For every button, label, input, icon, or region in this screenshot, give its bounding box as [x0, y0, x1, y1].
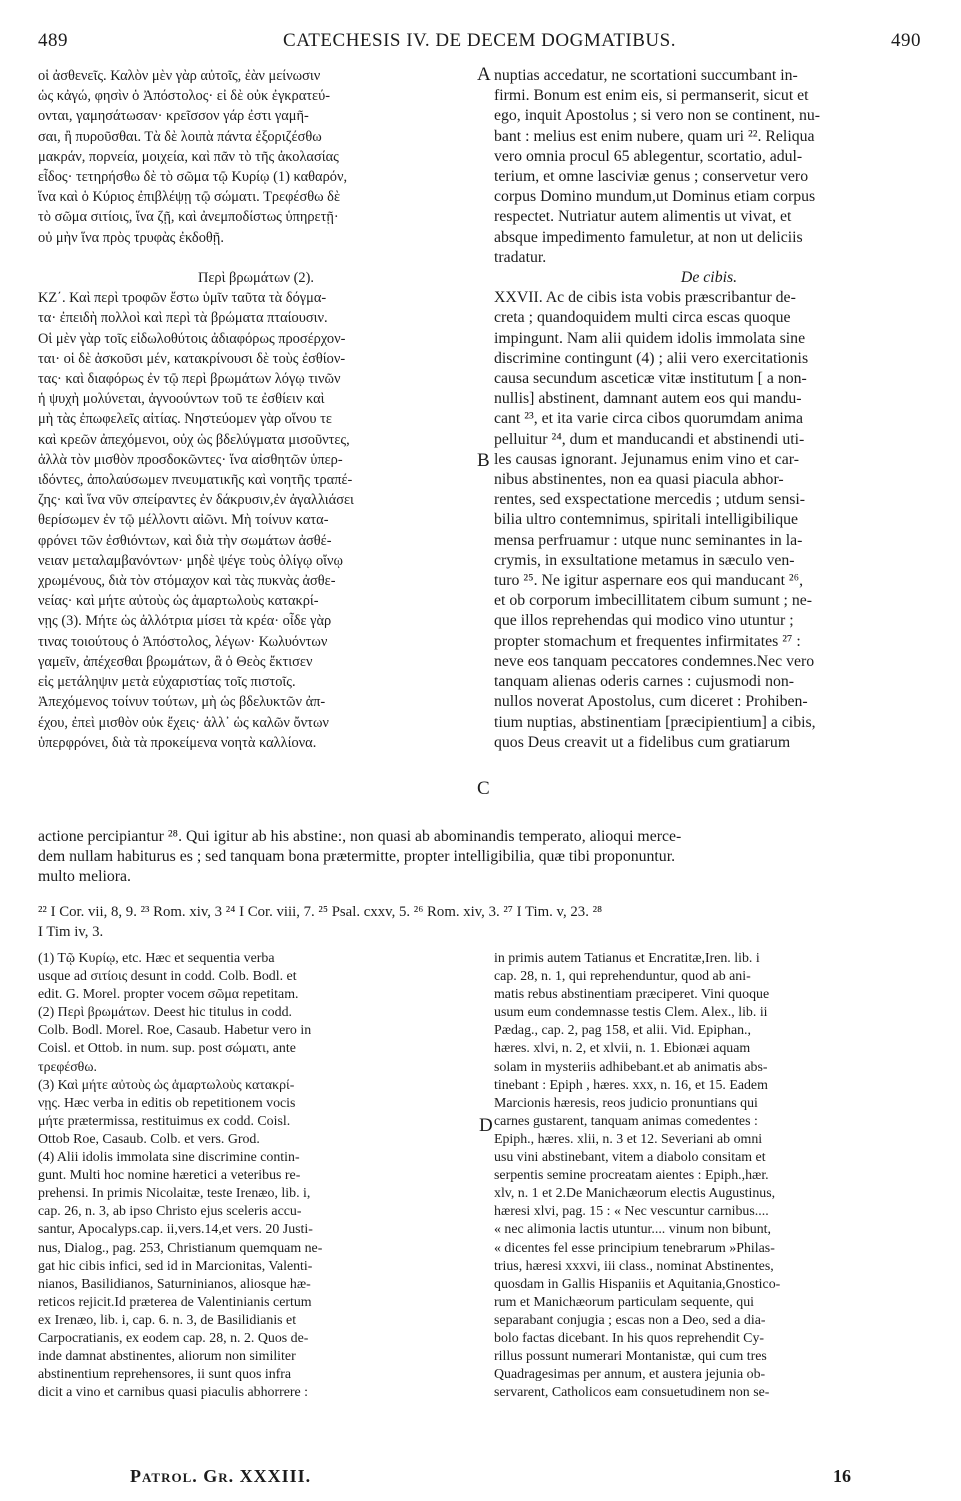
latin-text-line: crymis, in exsultatione metamus in sæculo ven- [494, 551, 795, 569]
running-header [38, 30, 921, 56]
page-number-left: 489 [38, 30, 68, 51]
greek-text-column [38, 66, 474, 753]
greek-text-line: χρωμένους, διὰ τὸν στόμαχον καὶ τὰς πυκνὰς ἀσθε- [38, 573, 336, 590]
note-line: « dicentes fel esse principium tenebrarum »Philas- [494, 1240, 775, 1256]
greek-text-line: οἱ ἀσθενεῖς. Καλὸν μὲν γὰρ αὐτοῖς, ἐὰν μείνωσιν [38, 68, 321, 84]
greek-text-line: ἡ ψυχὴ μολύνεται, ἀγνοούντων τοῦ τε ἐσθίειν καὶ [38, 391, 325, 408]
footer-signature: 16 [833, 1466, 851, 1486]
latin-text-line: que illos reprehendas qui modico vino utuntur ; [494, 612, 794, 630]
note-line: matis rebus abstinentiam præciperet. Vini quoque [494, 987, 770, 1003]
note-line: serpentis semine procreatam aientes : Epiph.,hær. [494, 1168, 769, 1184]
greek-text-line [38, 248, 474, 268]
latin-text-line: multo meliora. [38, 868, 132, 886]
note-line: gat hic cibis infici, sed id in Marcionitas, Valenti- [38, 1258, 313, 1274]
note-line: gunt. Multi hoc nomine hæretici a veteribus re- [38, 1168, 301, 1184]
latin-text-line: nullos noverat Apostolus, cum diceret : Prohiben- [494, 693, 808, 711]
greek-text-line: ζης· καὶ ἵνα νῦν σπείραντες ἐν δάκρυσιν,ἐν ἀγαλλιάσει [38, 492, 354, 509]
greek-text-line: καὶ κρεῶν ἀπεχόμενοι, οὐχ ὡς βδελύγματα μισοῦντες, [38, 431, 350, 448]
notes-right-column [494, 950, 926, 1402]
note-line: cap. 26, n. 3, ab ipso Christo ejus sceleris accu- [38, 1204, 302, 1220]
note-line: hæres. xlvi, n. 2, et xlvii, n. 1. Ebionæi aquam [494, 1041, 751, 1057]
notes-left-column [38, 950, 474, 1402]
note-line: rum et Manichæorum particulam sequente, qui [494, 1294, 754, 1310]
latin-text-line: tium nuptias, abstinentiam [præcipientium] a cibis, [494, 713, 816, 731]
greek-text-line: Περὶ βρωμάτων (2). [197, 270, 315, 287]
greek-text-line: τὸ σῶμα σιτίοις, ἵνα ζῇ, καὶ ἀνεμποδίστως ὑπηρετῇ· [38, 209, 339, 226]
note-line: (2) Περὶ βρωμάτων. Deest hic titulus in codd. [38, 1005, 292, 1021]
greek-text-line: ται· οἱ δὲ ἀσκοῦσι μέν, κατακρίνουσι δὲ τοὺς ἐσθίον- [38, 350, 346, 367]
latin-text-line: causa secundum asceticæ vitæ institutum [ a non- [494, 370, 807, 388]
note-line: reticos rejicit.Id præterea de Valentinianis certum [38, 1294, 312, 1310]
latin-continuation [38, 827, 928, 888]
greek-text-line: έχου, ἐπεὶ μισθὸν οὐκ ἔχεις· ἀλλ᾽ ὡς καλῶν ὄντων [38, 714, 329, 731]
margin-letter-a: A [477, 64, 491, 85]
margin-letter-d: D [479, 1115, 493, 1136]
latin-text-line: impingunt. Nam alii quidem idolis immolata sine [494, 329, 806, 347]
note-line: trius, hæresi xxxvi, iii class., nominat Abstinentes, [494, 1258, 774, 1274]
latin-text-line: rentes, sed exspectatione mercedis ; utdum sensi- [494, 491, 806, 509]
note-line: μήτε prætermissa, restituimus ex codd. Coisl. [38, 1113, 291, 1129]
latin-text-line: les causas ignorant. Jejunamus enim vino et car- [494, 450, 800, 468]
latin-text-column [494, 66, 924, 753]
latin-text-line: tradatur. [494, 248, 547, 266]
latin-text-line: quos Deus creavit ut a fidelibus cum gratiarum [494, 733, 791, 751]
greek-text-line: νείας· καὶ μήτε αὐτοὺς ὡς ἁμαρτωλοὺς κατακρί- [38, 593, 319, 610]
latin-text-line: corpus Domino mundum,ut Dominus etiam corpus [494, 188, 816, 206]
greek-text-line: ιδόντες, ἀπολαύσωμεν πνευματικῆς καὶ νοητῆς τραπέ- [38, 472, 353, 489]
note-line: rillus possunt numerari Montanistæ, qui cum tres [494, 1349, 767, 1365]
greek-text-line: νῃς (3). Μήτε ὡς ἀλλότρια μίσει τὰ κρέα· οἶδε γὰρ [38, 613, 332, 630]
page-number-right: 490 [891, 30, 921, 51]
greek-text-line: ὑπερφρόνει, διὰ τὰ προκείμενα νοητὰ καλλίονα. [38, 734, 317, 751]
greek-text-line: φρόνει τῶν ἐσθιόντων, καὶ διὰ τὴν σωμάτων ἀσθέ- [38, 532, 332, 549]
note-line: abstinentium reprehensores, ii sunt quos infra [38, 1367, 292, 1383]
note-line: hæresi xlvi, pag. 15 : « Nec vescuntur carnibus.... [494, 1204, 769, 1220]
note-line: Ottob Roe, Casaub. Colb. et vers. Grod. [38, 1131, 260, 1147]
latin-text-line: neve eos tanquam peccatores condemnes.Nec vero [494, 652, 815, 670]
note-line: nianos, Basilidianos, Saturninianos, aliosque hæ- [38, 1276, 311, 1292]
reference-line: ²² I Cor. vii, 8, 9. ²³ Rom. xiv, 3 ²⁴ I Cor. viii, 7. ²⁵ Psal. cxxv, 5. ²⁶ Rom. xiv, 3. ²⁷ I Tim. v, 23. ²⁸ [38, 904, 603, 920]
greek-text-line: ΚΖ΄. Καὶ περὶ τροφῶν ἔστω ὑμῖν ταῦτα τὰ δόγμα- [38, 290, 327, 307]
greek-text-line: γαμεῖν, ἀπέχεσθαι βρωμάτων, ἃ ὁ Θεὸς ἔκτισεν [38, 653, 313, 670]
latin-text-line: respectet. Nutriatur autem alimentis ut vivat, et [494, 208, 792, 226]
note-line: tinebant : Epiph , hæres. xxx, n. 16, et 15. Eadem [494, 1077, 768, 1093]
latin-text-line: XXVII. Ac de cibis ista vobis præscribantur de- [494, 289, 796, 307]
note-line: (1) Τῷ Κυρίῳ, etc. Hæc et sequentia verba [38, 951, 275, 966]
note-line: Epiph., hæres. xlii, n. 3 et 12. Severiani ab omni [494, 1131, 763, 1147]
note-line: in primis autem Tatianus et Encratitæ,Iren. lib. i [494, 951, 760, 966]
greek-text-line: τας· καὶ διαφόρως ἐν τῷ περὶ βρωμάτων λόγῳ τινῶν [38, 371, 341, 388]
note-line: Quadragesimas per annum, et austera jejunia ob- [494, 1367, 766, 1383]
note-line: solam in mysteriis adhibebant.et ab animatis abs- [494, 1059, 768, 1075]
latin-text-line: dem nullam habiturus es ; sed tanquam bona prætermitte, propter intelligibilia, quæ tibi proponuntur. [38, 848, 676, 866]
margin-letter-c: C [477, 778, 490, 799]
latin-text-line: cant ²³, et ita varie circa cibos quorumdam anima [494, 410, 804, 428]
page-title: CATECHESIS IV. DE DECEM DOGMATIBUS. [283, 30, 676, 51]
note-line: carnes gustarent, tanquam animas comedentes : [494, 1113, 758, 1129]
latin-text-line: firmi. Bonum est enim eis, si permanserit, sicut et [494, 87, 809, 105]
margin-letter-b: B [477, 450, 490, 471]
note-line: usque ad σιτίοις desunt in codd. Colb. Bodl. et [38, 969, 297, 985]
note-line: Coisl. et Ottob. in num. sup. post σώματι, ante [38, 1041, 296, 1057]
latin-text-line: discrimine contingunt (4) ; alii vero exercitationis [494, 349, 809, 367]
greek-text-line: Οἱ μὲν γὰρ τοῖς εἰδωλοθύτοις ἀδιαφόρως προσέρχον- [38, 330, 346, 347]
note-line: Colb. Bodl. Morel. Roe, Casaub. Habetur vero in [38, 1023, 312, 1039]
note-line: νῃς. Hæc verba in editis ob repetitionem vocis [38, 1095, 296, 1111]
latin-text-line: vero omnia procul 65 ablegentur, scortatio, adul- [494, 147, 803, 165]
latin-text-line: tanquam alienas oderis carnes : cujusmodi non- [494, 673, 795, 691]
note-line: xlv, n. 1 et 2.De Manichæorum electis Augustinus, [494, 1186, 776, 1202]
note-line: cap. 28, n. 1, qui reprehenduntur, quod ab ani- [494, 969, 751, 985]
latin-text-line: bilia ultro contemnimus, spiritali intelligibilique [494, 511, 799, 529]
reference-line: I Tim iv, 3. [38, 924, 104, 940]
latin-text-line: et ob corporum imbecillitatem cibum sumunt ; ne- [494, 592, 813, 610]
latin-text-line: pelluitur ²⁴, dum et manducandi et abstinendi uti- [494, 430, 805, 448]
latin-text-line: terium, et omne lasciviæ genus ; conservetur vero [494, 168, 809, 186]
note-line: separabant conjugia ; escas non a Deo, sed a dia- [494, 1312, 766, 1328]
note-line: Carpocratianis, ex eodem cap. 28, n. 2. Quos de- [38, 1330, 309, 1346]
note-line: τρεφέσθω. [38, 1059, 97, 1075]
note-line: quosdam in Gallis Hispaniis et Aquitania,Gnostico- [494, 1276, 781, 1292]
note-line: edit. G. Morel. propter vocem σῶμα repetitam. [38, 987, 299, 1003]
note-line: nus, Dialog., pag. 253, Christianum quemquam ne- [38, 1240, 323, 1256]
note-line: bolo factas dicebant. In his quos reprehendit Cy- [494, 1330, 765, 1346]
latin-text-line: actione percipiantur ²⁸. Qui igitur ab his abstine:, non quasi ab abominandis temperato, alioqui merce- [38, 828, 682, 845]
greek-text-line: θερίσωμεν ἐν τῷ μέλλοντι αἰῶνι. Μὴ τοίνυν κατα- [38, 512, 329, 529]
greek-text-line: νειαν μεταλαμβανόντων· μηδὲ ψέγε τοὺς ὀλίγῳ οἴνῳ [38, 552, 343, 569]
latin-text-line: nuptias accedatur, ne scortationi succumbant in- [494, 67, 798, 84]
greek-text-line: εἶδος· τετηρήσθω δὲ τὸ σῶμα τῷ Κυρίῳ (1) καθαρόν, [38, 169, 348, 186]
note-line: servarent, Catholicos eam consuetudinem non se- [494, 1385, 770, 1401]
latin-text-line: creta ; quandoquidem multi circa escas quoque [494, 309, 791, 327]
greek-text-line: ἵνα καὶ ὁ Κύριος ἐπιβλέψῃ τῷ σώματι. Τρεφέσθω δὲ [38, 189, 340, 206]
note-line: dicit a vino et carnibus quasi piaculis abhorrere : [38, 1385, 309, 1401]
latin-text-line: propter stomachum et frequentes infirmitates ²⁷ : [494, 632, 801, 650]
latin-text-line: absque impedimento famuletur, at non ut deliciis [494, 228, 803, 246]
greek-text-line: τινας τοιούτους ὁ Ἀπόστολος, λέγων· Κωλυόντων [38, 633, 328, 650]
greek-text-line: μακράν, πορνεία, μοιχεία, καὶ πᾶν τὸ τῆς ἀκολασίας [38, 148, 339, 165]
greek-text-line: σαι, ἢ πυροῦσθαι. Τὰ δὲ λοιπὰ πάντα ἐξοριζέσθω [38, 128, 322, 145]
note-line: prehensi. In primis Nicolaitæ, teste Irenæo, lib. i, [38, 1186, 311, 1202]
greek-text-line: ἀλλὰ τὸν μισθὸν προσδοκῶντες· ἵνα αἰσθητῶν ὑπερ- [38, 451, 343, 468]
note-line: Pædag., cap. 2, pag 158, et alii. Vid. Epiphan., [494, 1023, 752, 1039]
scripture-references [38, 902, 928, 942]
latin-text-line: turo ²⁵. Ne igitur aspernare eos qui manducant ²⁶, [494, 572, 804, 590]
note-line: (4) Alii idolis immolata sine discrimine contin- [38, 1150, 300, 1166]
note-line: « nec alimonia lactis utuntur.... vinum non bibunt, [494, 1222, 772, 1238]
note-line: (3) Καὶ μήτε αὐτοὺς ὡς ἁμαρτωλοὺς κατακρί- [38, 1077, 295, 1093]
note-line: inde damnat abstinentes, aliorum non similiter [38, 1349, 296, 1365]
note-line: Marcionis hæresis, reos judicio pronuntians qui [494, 1095, 758, 1111]
greek-text-line: ὡς κἀγώ, φησὶν ὁ Ἀπόστολος· εἰ δὲ οὐκ ἐγκρατεύ- [38, 88, 331, 105]
greek-text-line: οὐ μὴν ἵνα πρὸς τρυφὰς ἐκδοθῇ. [38, 229, 224, 246]
note-line: usum eum condemnasse testis Clem. Alex., lib. ii [494, 1005, 768, 1021]
latin-text-line: nullis] abstinent, damnant autem eos qui mandu- [494, 390, 802, 408]
greek-text-line: εἰς μετάληψιν μετὰ εὐχαριστίας τοῖς πιστοῖς. [38, 674, 296, 691]
page-footer [130, 1466, 851, 1490]
note-line: santur, Apocalyps.cap. ii,vers.14,et vers. 20 Justi- [38, 1222, 313, 1238]
latin-text-line: nibus abstinentes, non ea quasi piacula abhor- [494, 471, 784, 489]
note-line: ex Irenæo, lib. i, cap. 6. n. 3, de Basilidianis et [38, 1312, 297, 1328]
latin-text-line: De cibis. [680, 269, 738, 287]
greek-text-line: μὴ τὰς ἐπωφελεῖς αἰτίας. Νηστεύομεν γὰρ οἴνου τε [38, 411, 332, 428]
latin-text-line: mensa perfruamur : utque nunc seminantes in la- [494, 531, 803, 549]
greek-text-line: τα· ἐπειδὴ πολλοὶ καὶ περὶ τὰ βρώματα πταίουσιν. [38, 310, 328, 327]
greek-text-line: Ἀπεχόμενος τοίνυν τούτων, μὴ ὡς βδελυκτῶν ἀπ- [38, 694, 326, 711]
footer-series: Patrol. Gr. XXXIII. [130, 1466, 312, 1486]
latin-text-line: bant : melius est enim nubere, quam uri ²². Reliqua [494, 127, 815, 145]
note-line: usu vini abstinebant, vitem a diabolo consitam et [494, 1150, 766, 1166]
latin-text-line: ego, inquit Apostolus ; si vero non se continent, nu- [494, 107, 821, 125]
greek-text-line: ονται, γαμησάτωσαν· κρεῖσσον γάρ ἐστι γαμῆ- [38, 108, 309, 125]
